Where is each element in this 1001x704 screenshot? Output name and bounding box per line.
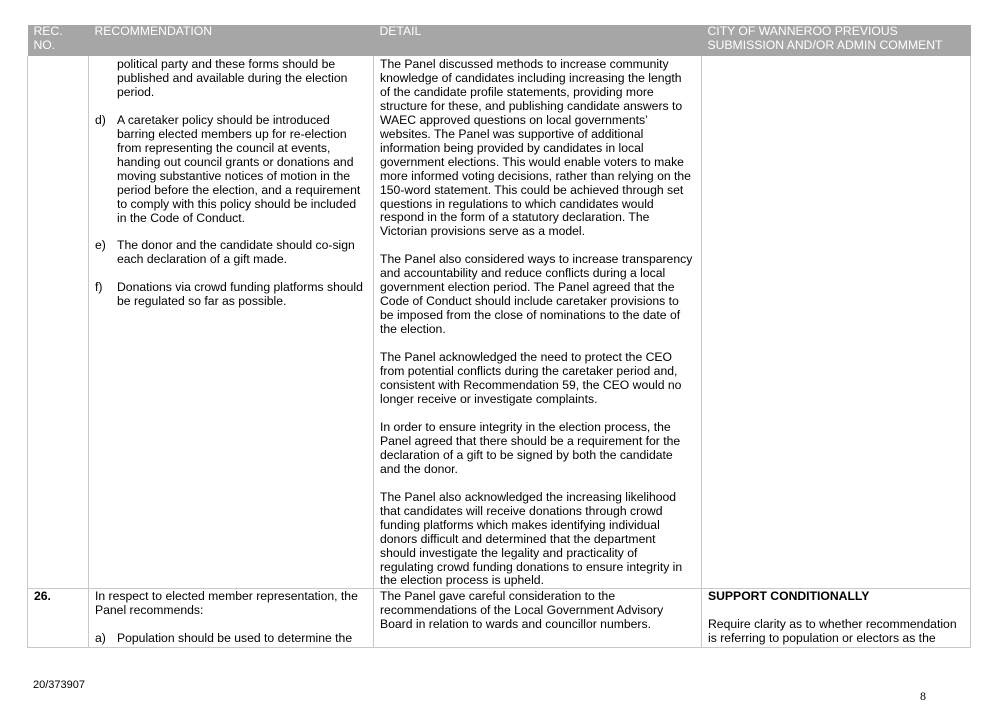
header-rec-no: REC. NO.	[28, 25, 89, 56]
comment-heading: SUPPORT CONDITIONALLY	[708, 589, 870, 604]
continued-text: political party and these forms should be published and available during the election period.	[117, 57, 348, 99]
recommendation-cell	[89, 589, 374, 648]
page-number: 8	[920, 689, 926, 703]
header-comment: CITY OF WANNEROO PREVIOUS SUBMISSION AND/OR ADMIN COMMENT	[702, 25, 971, 56]
table-header-row	[28, 25, 971, 56]
header-detail: DETAIL	[374, 25, 702, 56]
item-text: Population should be used to determine the	[117, 631, 353, 646]
list-item	[95, 114, 367, 226]
item-text: Donations via crowd funding platforms should be regulated so far as possible.	[117, 280, 363, 309]
recommendations-table	[27, 25, 971, 648]
item-label: e)	[95, 238, 106, 253]
item-label: f)	[95, 280, 103, 295]
item-text: The donor and the candidate should co-sign each declaration of a gift made.	[117, 238, 355, 267]
detail-cell	[374, 56, 702, 589]
rec-no-cell	[28, 56, 89, 589]
rec-no-cell: 26.	[28, 589, 89, 648]
detail-paragraph: In order to ensure integrity in the election process, the Panel agreed that there should be a requirement for the declaration of a gift to be signed by both the candidate and the donor.	[380, 419, 681, 476]
detail-paragraph: The Panel discussed methods to increase community knowledge of candidates including increasing the length of the candidate profile statements, providing more structure for these, and publishing candidate answers to WAEC approved questions on local governments’ websites. The Panel was supportive of additional information being provided by candidates in local government elections. This would enable voters to make more informed voting decisions, rather than relying on the 150-word statement. This could be achieved through set questions in regulations to which candidates would respond in the form of a statutory declaration. The Victorian provisions serve as a model.	[380, 57, 691, 239]
document-reference: 20/373907	[33, 679, 85, 691]
list-item	[95, 632, 367, 646]
recommendation-cell	[89, 56, 374, 589]
list-item	[95, 239, 367, 267]
item-label: a)	[95, 631, 106, 646]
comment-text: Require clarity as to whether recommendation is referring to population or electors as the	[708, 617, 957, 646]
detail-cell: The Panel gave careful consideration to the recommendations of the Local Government Advisory Board in relation to wards and councillor numbers.	[374, 589, 702, 648]
item-text: A caretaker policy should be introduced barring elected members up for re-election from representing the council at events, handing out council grants or donations and moving substantive notices of motion in the period before the election, and a requirement to comply with this policy should be included in the Code of Conduct.	[117, 112, 361, 225]
comment-cell	[702, 56, 971, 589]
list-item	[95, 281, 367, 309]
header-recommendation: RECOMMENDATION	[89, 25, 374, 56]
detail-paragraph: The Panel also acknowledged the increasing likelihood that candidates will receive donations through crowd funding platforms which makes identifying individual donors difficult and determined that the department should investigate the legality and practicality of regulating crowd funding donations to ensure integrity in the election process is upheld.	[380, 489, 683, 588]
table-row	[28, 589, 971, 648]
detail-paragraph: The Panel also considered ways to increase transparency and accountability and reduce conflicts during a local government election period. The Panel agreed that the Code of Conduct should include caretaker provisions to be imposed from the close of nominations to the date of the election.	[380, 252, 693, 337]
item-label: d)	[95, 112, 106, 127]
recommendation-intro: In respect to elected member representation, the Panel recommends:	[95, 589, 358, 618]
comment-cell	[702, 589, 971, 648]
detail-paragraph: The Panel acknowledged the need to protect the CEO from potential conflicts during the caretaker period and, consistent with Recommendation 59, the CEO would no longer receive or investigate complaints.	[380, 350, 682, 406]
table-row	[28, 56, 971, 589]
